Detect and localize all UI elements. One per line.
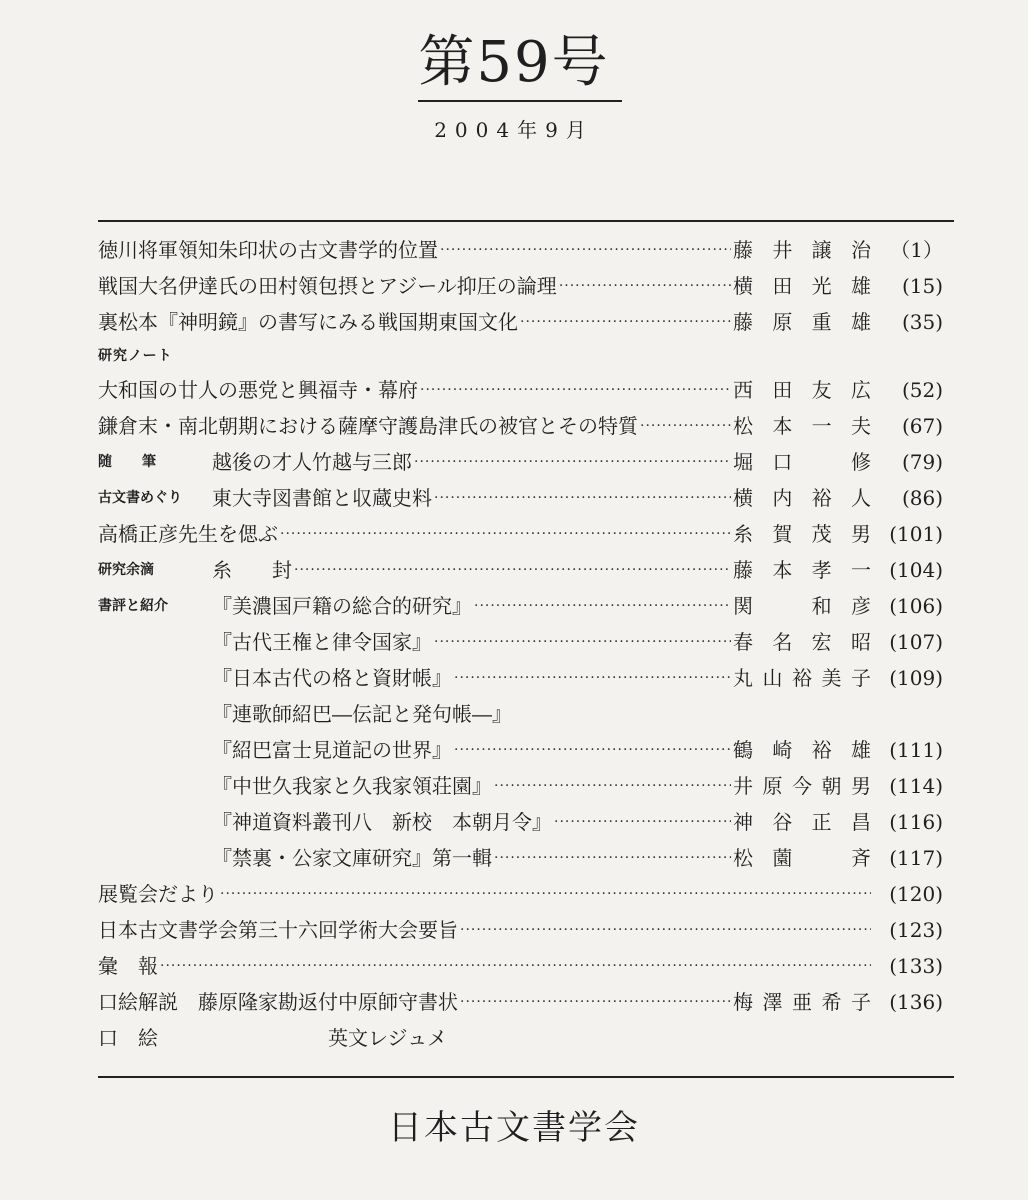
toc-row xyxy=(98,552,943,588)
toc-title: 糸 封 xyxy=(212,558,292,582)
toc-row xyxy=(98,408,943,444)
leader-dots xyxy=(494,840,731,876)
leader-dots xyxy=(554,804,731,840)
toc-title: 日本古文書学会第三十六回学術大会要旨 xyxy=(98,918,458,942)
section-heading-row xyxy=(98,340,943,372)
leader-dots xyxy=(454,660,731,696)
toc-row xyxy=(98,984,943,1020)
toc-row xyxy=(98,480,943,516)
toc-row xyxy=(98,444,943,480)
toc-page: (79) xyxy=(901,450,943,474)
leader-dots xyxy=(220,876,871,912)
toc-page: (104) xyxy=(889,558,943,582)
top-divider xyxy=(98,220,954,222)
toc-author: 松薗 斉 xyxy=(733,846,873,870)
toc-row xyxy=(98,876,943,912)
bottom-divider xyxy=(98,1076,954,1078)
leader-dots xyxy=(294,552,731,588)
leader-dots xyxy=(440,232,731,268)
issue-date: 2004年9月 xyxy=(434,118,594,142)
leader-dots xyxy=(454,732,731,768)
toc-title: 高橋正彦先生を偲ぶ xyxy=(98,522,278,546)
toc-title: 『神道資料叢刊八 新校 本朝月令』 xyxy=(212,810,552,834)
leader-dots xyxy=(640,408,731,444)
leader-dots xyxy=(460,984,731,1020)
toc-row xyxy=(98,304,943,340)
toc-title: 口 絵 xyxy=(98,1026,158,1050)
toc-author: 神谷正昌 xyxy=(733,810,873,834)
toc-title: 『美濃国戸籍の総合的研究』 xyxy=(212,594,472,618)
toc-author: 藤井譲治 xyxy=(733,238,873,262)
toc-row xyxy=(98,268,943,304)
leader-dots xyxy=(474,588,731,624)
toc-page: (107) xyxy=(889,630,943,654)
toc-row xyxy=(98,696,943,732)
toc-page: (133) xyxy=(889,954,943,978)
toc-page: (86) xyxy=(901,486,943,510)
toc-page: (52) xyxy=(901,378,943,402)
toc-author: 松本一夫 xyxy=(733,414,873,438)
toc-author: 春名宏昭 xyxy=(733,630,873,654)
leader-dots xyxy=(420,372,731,408)
toc-category: 古文書めぐり xyxy=(98,490,182,506)
toc-author: 西田友広 xyxy=(733,378,873,402)
toc-row xyxy=(98,804,943,840)
leader-dots xyxy=(414,444,731,480)
toc-author: 糸賀茂男 xyxy=(733,522,873,546)
leader-dots xyxy=(559,268,731,304)
toc-category: 随筆 xyxy=(98,454,186,470)
toc-row xyxy=(98,372,943,408)
toc-page: (106) xyxy=(889,594,943,618)
toc-page: (117) xyxy=(889,846,943,870)
toc-page: (101) xyxy=(889,522,943,546)
section-heading-research-note: 研究ノート xyxy=(98,348,173,364)
toc-page: (120) xyxy=(889,882,943,906)
toc-title: 『古代王権と律令国家』 xyxy=(212,630,432,654)
issue-underline xyxy=(418,100,622,102)
toc-title: 『紹巴富士見道記の世界』 xyxy=(212,738,452,762)
leader-dots xyxy=(434,480,731,516)
toc-row xyxy=(98,588,943,624)
toc-title: 裏松本『神明鏡』の書写にみる戦国期東国文化 xyxy=(98,310,518,334)
leader-dots xyxy=(280,516,731,552)
toc-page: （1） xyxy=(890,238,943,262)
toc-title: 彙 報 xyxy=(98,954,158,978)
toc-row xyxy=(98,624,943,660)
toc-row xyxy=(98,948,943,984)
toc-title: 『日本古代の格と資財帳』 xyxy=(212,666,452,690)
toc-title: 徳川将軍領知朱印状の古文書学的位置 xyxy=(98,238,438,262)
leader-dots xyxy=(494,768,731,804)
toc-author: 堀口 修 xyxy=(733,450,873,474)
toc-title: 戦国大名伊達氏の田村領包摂とアジール抑圧の論理 xyxy=(98,274,557,298)
toc-row xyxy=(98,840,943,876)
toc-page: (15) xyxy=(901,274,943,298)
toc-page: (111) xyxy=(889,738,943,762)
toc-title: 『連歌師紹巴―伝記と発句帳―』 xyxy=(212,702,512,726)
toc-row xyxy=(98,912,943,948)
toc-row xyxy=(98,660,943,696)
toc-author: 藤本孝一 xyxy=(733,558,873,582)
leader-dots xyxy=(460,912,871,948)
toc-page: (35) xyxy=(901,310,943,334)
toc-title: 東大寺図書館と収蔵史料 xyxy=(212,486,432,510)
issue-number: 第59号 xyxy=(418,30,610,95)
toc-row xyxy=(98,768,943,804)
toc-english-resume: 英文レジュメ xyxy=(328,1026,448,1050)
toc-row xyxy=(98,1020,943,1056)
toc-author: 梅澤亜希子 xyxy=(733,990,873,1014)
toc-page: (123) xyxy=(889,918,943,942)
toc-page: (116) xyxy=(889,810,943,834)
toc-title: 『中世久我家と久我家領荘園』 xyxy=(212,774,492,798)
toc-author: 横内裕人 xyxy=(733,486,873,510)
toc-author: 藤原重雄 xyxy=(733,310,873,334)
toc-title: 鎌倉末・南北朝期における薩摩守護島津氏の被官とその特質 xyxy=(98,414,638,438)
toc-page: (114) xyxy=(889,774,943,798)
toc-title: 展覧会だより xyxy=(98,882,218,906)
toc-row xyxy=(98,516,943,552)
toc-author: 関 和彦 xyxy=(733,594,873,618)
toc-title: 大和国の廿人の悪党と興福寺・幕府 xyxy=(98,378,418,402)
leader-dots xyxy=(434,624,731,660)
toc-title: 越後の才人竹越与三郎 xyxy=(212,450,412,474)
leader-dots xyxy=(160,948,871,984)
toc-author: 井原今朝男 xyxy=(733,774,873,798)
toc-title: 口絵解説 藤原隆家勘返付中原師守書状 xyxy=(98,990,458,1014)
publisher-name: 日本古文書学会 xyxy=(388,1108,640,1148)
toc-page: (109) xyxy=(889,666,943,690)
toc-author: 丸山裕美子 xyxy=(733,666,873,690)
toc-page: (136) xyxy=(889,990,943,1014)
toc-row xyxy=(98,732,943,768)
toc-author: 横田光雄 xyxy=(733,274,873,298)
leader-dots xyxy=(520,304,731,340)
toc-category: 研究余滴 xyxy=(98,562,154,578)
toc-page: (67) xyxy=(901,414,943,438)
toc-title: 『禁裏・公家文庫研究』第一輯 xyxy=(212,846,492,870)
toc-author: 鶴崎裕雄 xyxy=(733,738,873,762)
toc-category: 書評と紹介 xyxy=(98,598,168,614)
table-of-contents xyxy=(98,232,943,1056)
toc-row xyxy=(98,232,943,268)
